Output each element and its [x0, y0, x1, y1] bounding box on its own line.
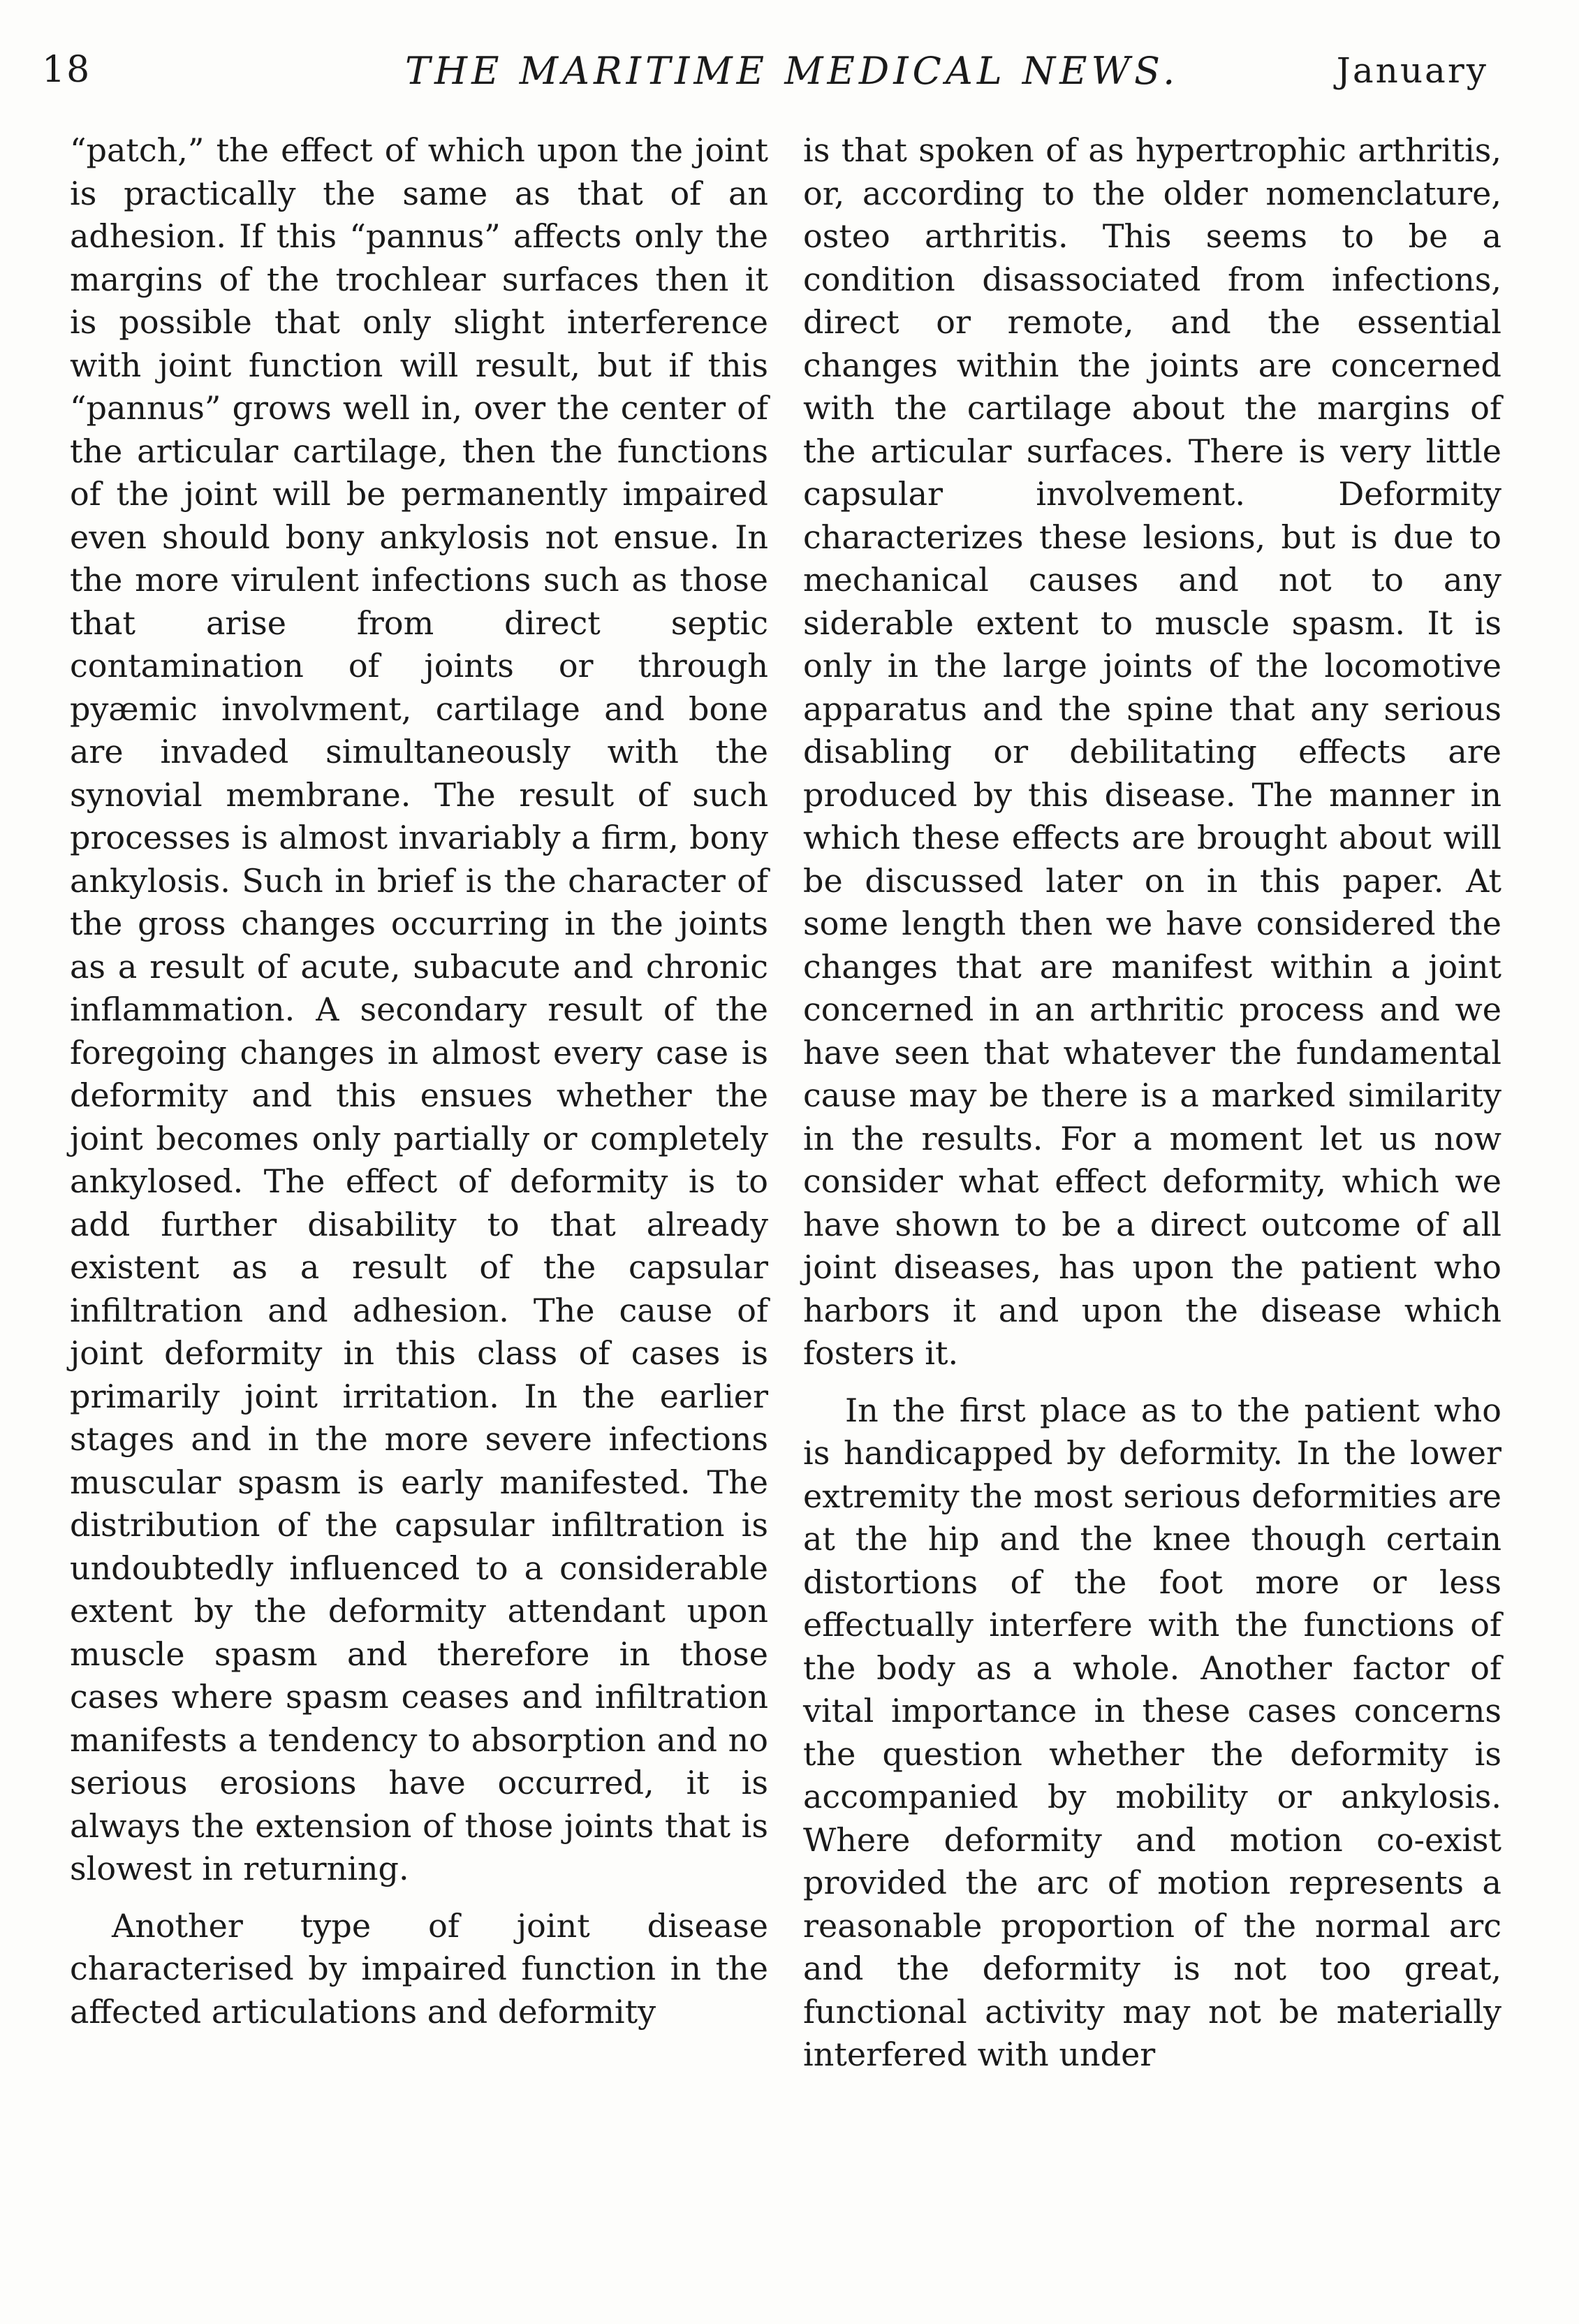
body-paragraph: Another type of joint disease characterised by impaired function in the affected articulations and deformity: [70, 1906, 768, 2031]
issue-month: January: [1336, 50, 1488, 91]
body-paragraph: In the first place as to the patient who is handicapped by deformity. In the lower extremity the most serious deformities are at the hip and the knee though certain distortions of the foot more or less effectually interfere with the functions of the body as a whole. Another factor of vital importance in these cases concerns the question whether the deformity is accompanied by mobility or ankylosis. Where deformity and motion co-exist provided the arc of motion represents a reasonable proportion of the normal arc and the deformity is not too great, functional activity may not be materially interfered with under: [803, 1391, 1501, 2073]
left-column: [70, 129, 768, 2033]
journal-title: THE MARITIME MEDICAL NEWS.: [405, 49, 1180, 93]
page-number: 18: [42, 49, 91, 91]
body-paragraph: “patch,” the effect of which upon the joint is practically the same as that of an adhesion. If this “pannus” affects only the margins of the trochlear surfaces then it is possible that only slight interference with joint function will result, but if this “pannus” grows well in, over the center of the articular cartilage, then the functions of the joint will be permanently impaired even should bony ankylosis not ensue. In the more virulent infections such as those that arise from direct septic contamination of joints or through pyæmic involvment, cartilage and bone are invaded simultaneously with the synovial membrane. The result of such processes is almost invariably a firm, bony ankylosis. Such in brief is the character of the gross changes occurring in the joints as a result of acute, subacute and chronic inflammation. A secondary result of the foregoing changes in almost every case is deformity and this ensues whether the joint becomes only partially or completely ankylosed. The effect of deformity is to add further disability to that already existent as a result of the capsular infiltration and adhesion. The cause of joint deformity in this class of cases is primarily joint irritation. In the earlier stages and in the more severe infections muscular spasm is early manifested. The distribution of the capsular infiltration is undoubtedly influenced to a considerable extent by the deformity attendant upon muscle spasm and therefore in those cases where spasm ceases and infiltration manifests a tendency to absorption and no serious erosions have occurred, it is always the extension of those joints that is slowest in returning.: [70, 131, 768, 1887]
running-header: [0, 49, 1579, 105]
body-paragraph: is that spoken of as hypertrophic arthritis, or, according to the older nomenclature, osteo arthritis. This seems to be a condition disassociated from infections, direct or remote, and the essential changes within the joints are concerned with the cartilage about the margins of the articular surfaces. There is very little capsular involvement. Deformity characterizes these lesions, but is due to mechanical causes and not to any siderable extent to muscle spasm. It is only in the large joints of the locomotive apparatus and the spine that any serious disabling or debilitating effects are produced by this disease. The manner in which these effects are brought about will be discussed later on in this paper. At some length then we have considered the changes that are manifest within a joint concerned in an arthritic process and we have seen that whatever the fundamental cause may be there is a marked similarity in the results. For a moment let us now consider what effect deformity, which we have shown to be a direct outcome of all joint diseases, has upon the patient who harbors it and upon the disease which fosters it.: [803, 131, 1501, 1372]
right-column: [803, 129, 1501, 2077]
